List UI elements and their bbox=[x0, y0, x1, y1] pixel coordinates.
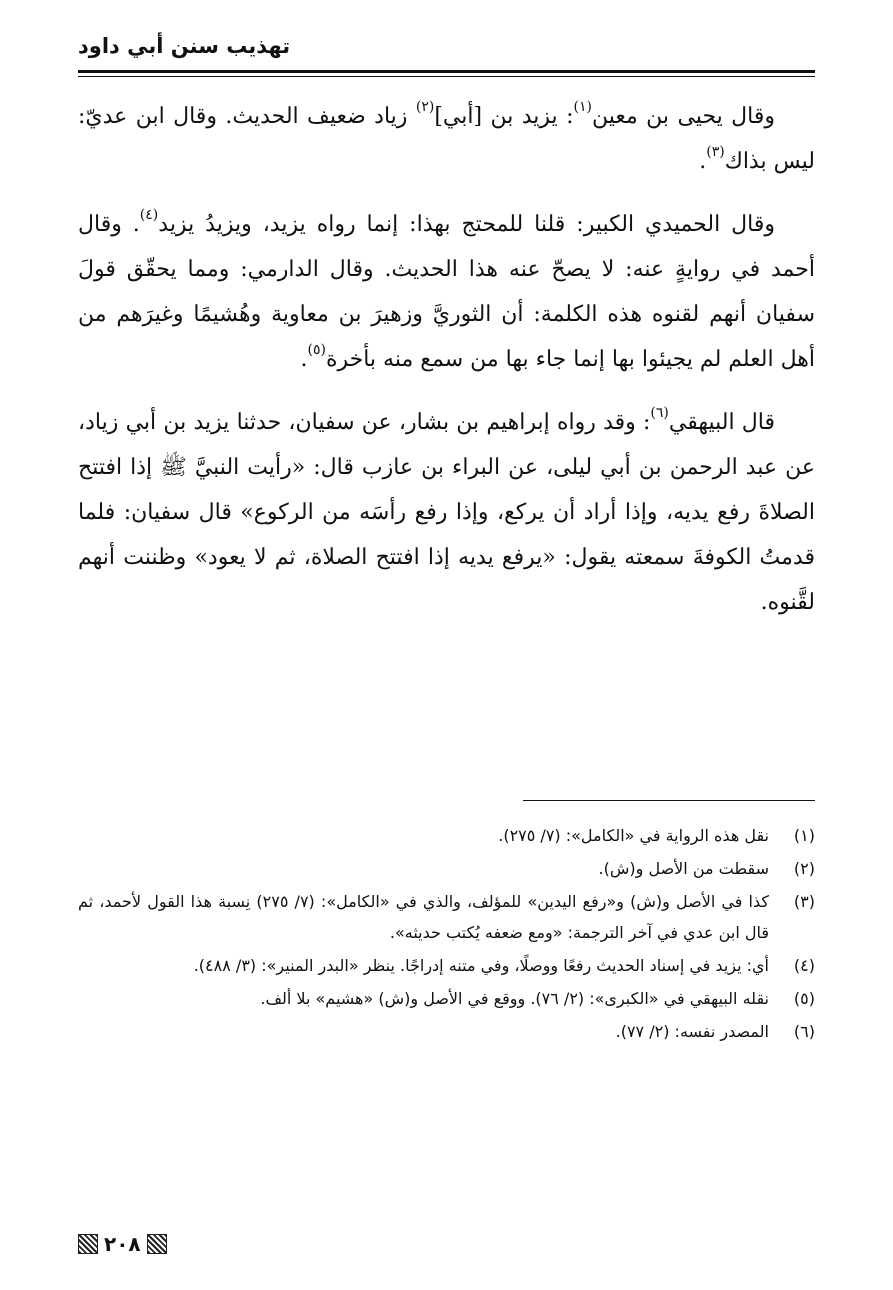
running-header bbox=[78, 34, 815, 76]
text-run: زياد ضعيف الحديث. وقال ابن عديّ: ليس بذاك bbox=[78, 104, 815, 174]
text-run: . وقال أحمد في روايةٍ عنه: لا يصحّ عنه هذا الحديث. وقال الدارمي: ومما يحقّق قولَ سفيان أنهم لقنوه هذه الكلمة: أن الثوريَّ وزهيرَ بن معاوية وهُشيمًا وغيرَهم من أهل العلم لم يجيئوا بها إنما جاء بها من سمع منه بأخرة bbox=[78, 212, 815, 372]
text-run: قال البيهقي bbox=[668, 410, 775, 435]
main-text bbox=[78, 94, 815, 643]
paragraph-3 bbox=[78, 400, 815, 625]
page-footer bbox=[78, 1232, 167, 1256]
text-run: وقال الحميدي الكبير: قلنا للمحتج بهذا: إنما رواه يزيد، ويزيدُ يزيد bbox=[158, 212, 775, 237]
footnote-ref: (٣) bbox=[706, 144, 725, 160]
paragraph-2 bbox=[78, 202, 815, 382]
footnote-text: سقطت من الأصل و(ش). bbox=[598, 859, 769, 878]
footnote-ref: (٦) bbox=[650, 405, 669, 421]
text-run: : وقد رواه إبراهيم بن بشار، عن سفيان، حدثنا يزيد بن أبي زياد، عن عبد الرحمن بن أبي ليلى، عن البراء بن عازب قال: «رأيت النبيَّ ﷺ إذا افتتح الصلاةَ رفع يديه، وإذا أراد أن يركع، وإذا رفع رأسَه من الركوع» قال سفيان: فلما قدمتُ الكوفةَ سمعته يقول: «يرفع يديه إذا افتتح الصلاة، ثم لا يعود» وظننت أنهم لقَّنوه. bbox=[78, 410, 815, 615]
footnote-number: (٢) bbox=[793, 859, 815, 878]
ornament-icon bbox=[78, 1234, 98, 1254]
paragraph-1 bbox=[78, 94, 815, 184]
text-run: . bbox=[300, 347, 308, 372]
footnote-number: (٥) bbox=[793, 989, 815, 1008]
ornament-icon bbox=[147, 1234, 167, 1254]
book-title: تهذيب سنن أبي داود bbox=[78, 34, 291, 58]
footnote-text: كذا في الأصل و(ش) و«رفع اليدين» للمؤلف، والذي في «الكامل»: (٧/ ٢٧٥) نِسبة هذا القول لأحمد، ثم قال ابن عدي في آخر الترجمة: «ومع ضعفه يُكتب حديثه». bbox=[78, 892, 769, 942]
footnote-number: (٦) bbox=[793, 1022, 815, 1041]
footnote-text: أي: يزيد في إسناد الحديث رفعًا ووصلًا، وفي متنه إدراجًا. ينظر «البدر المنير»: (٣/ ٤٨٨). bbox=[193, 956, 769, 975]
footnote-number: (١) bbox=[793, 826, 815, 845]
footnotes bbox=[78, 820, 815, 1049]
footnote bbox=[78, 983, 815, 1014]
page-number: ٢٠٨ bbox=[104, 1232, 141, 1256]
footnote-number: (٣) bbox=[793, 892, 815, 911]
footnote-ref: (٢) bbox=[415, 99, 435, 115]
footnote-separator bbox=[523, 800, 815, 801]
header-rule-thick bbox=[78, 70, 815, 73]
text-run: وقال يحيى بن معين bbox=[591, 104, 776, 129]
text-run: . bbox=[699, 149, 707, 174]
footnote-text: نقله البيهقي في «الكبرى»: (٢/ ٧٦). ووقع في الأصل و(ش) «هشيم» بلا ألف. bbox=[260, 989, 769, 1008]
footnote bbox=[78, 853, 815, 884]
text-run: : يزيد بن [أبي] bbox=[434, 104, 574, 129]
footnote-number: (٤) bbox=[793, 956, 815, 975]
footnote-ref: (٥) bbox=[307, 342, 326, 358]
header-rule-thin bbox=[78, 76, 815, 77]
footnote-ref: (٤) bbox=[139, 207, 159, 223]
footnote bbox=[78, 820, 815, 851]
footnote bbox=[78, 1016, 815, 1047]
footnote-ref: (١) bbox=[573, 99, 592, 115]
footnote bbox=[78, 886, 815, 948]
footnote bbox=[78, 950, 815, 981]
footnote-text: المصدر نفسه: (٢/ ٧٧). bbox=[615, 1022, 769, 1041]
footnote-text: نقل هذه الرواية في «الكامل»: (٧/ ٢٧٥). bbox=[498, 826, 769, 845]
